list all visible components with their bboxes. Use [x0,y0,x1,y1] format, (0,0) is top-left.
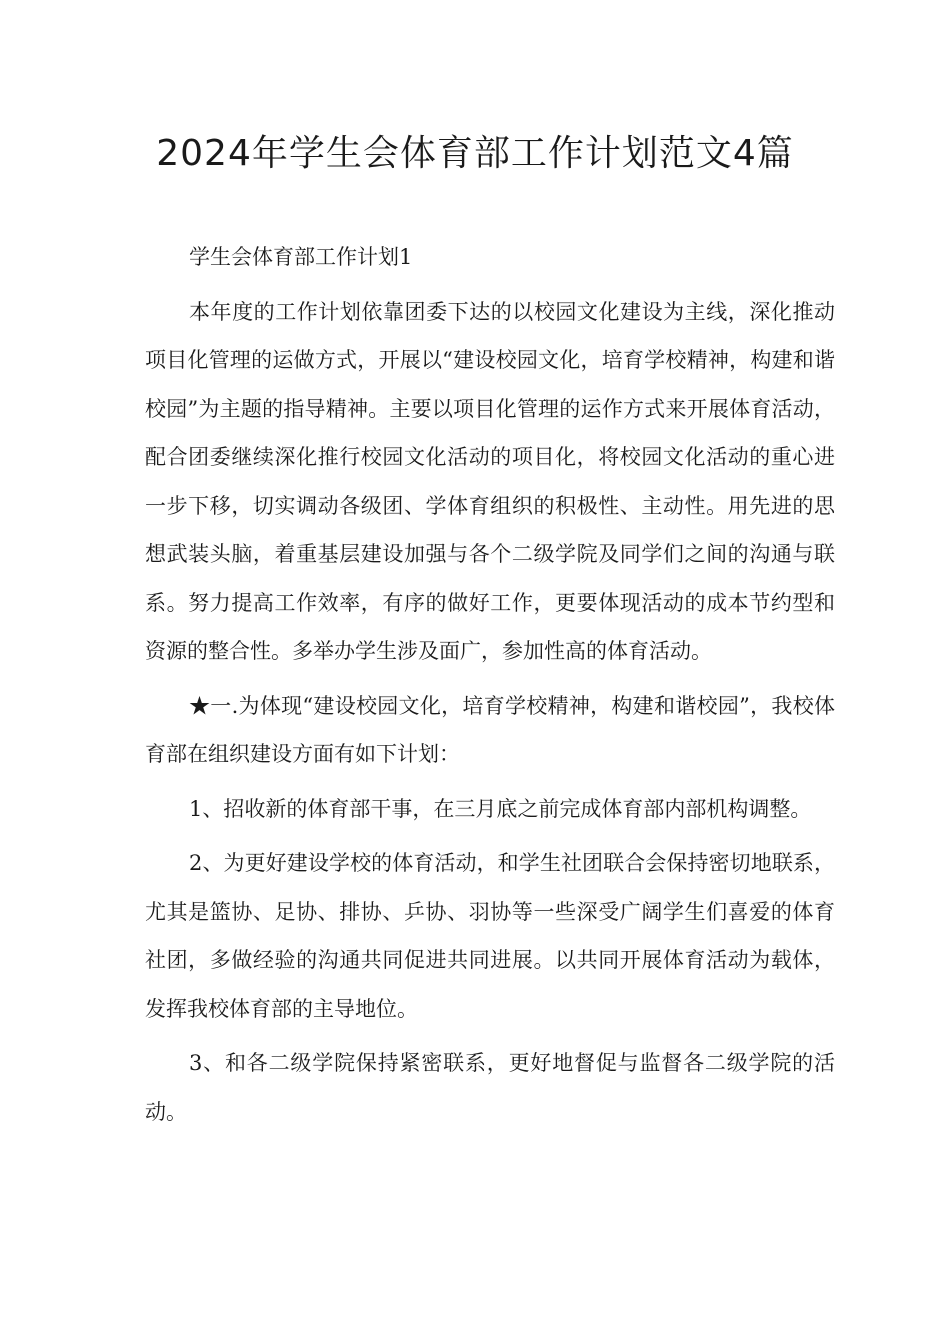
paragraph-item-3: 3、和各二级学院保持紧密联系，更好地督促与监督各二级学院的活动。 [145,1051,835,1124]
paragraph-item-2: 2、为更好建设学校的体育活动，和学生社团联合会保持密切地联系，尤其是篮协、足协、排协、乒协、羽协等一些深受广阔学生们喜爱的体育社团，多做经验的沟通共同促进共同进展。以共同开展体育活动为载体，发挥我校体育部的主导地位。 [145,851,835,1021]
paragraph-item-1: 1、招收新的体育部干事，在三月底之前完成体育部内部机构调整。 [189,796,812,821]
paragraph-section-one: ★一.为体现“建设校园文化，培育学校精神，构建和谐校园”，我校体育部在组织建设方面有如下计划： [145,693,835,766]
section-heading: 学生会体育部工作计划1 [189,245,413,269]
paragraph-intro: 本年度的工作计划依靠团委下达的以校园文化建设为主线，深化推动项目化管理的运做方式，开展以“建设校园文化，培育学校精神，构建和谐校园”为主题的指导精神。主要以项目化管理的运作方式来开展体育活动，配合团委继续深化推行校园文化活动的项目化，将校园文化活动的重心进一步下移，切实调动各级团、学体育组织的积极性、主动性。用先进的思想武装头脑，着重基层建设加强与各个二级学院及同学们之间的沟通与联系。努力提高工作效率，有序的做好工作，更要体现活动的成本节约型和资源的整合性。多举办学生涉及面广，参加性高的体育活动。 [145,299,835,663]
document-body [145,233,835,1142]
document-title: 2024年学生会体育部工作计划范文4篇 [156,133,794,174]
